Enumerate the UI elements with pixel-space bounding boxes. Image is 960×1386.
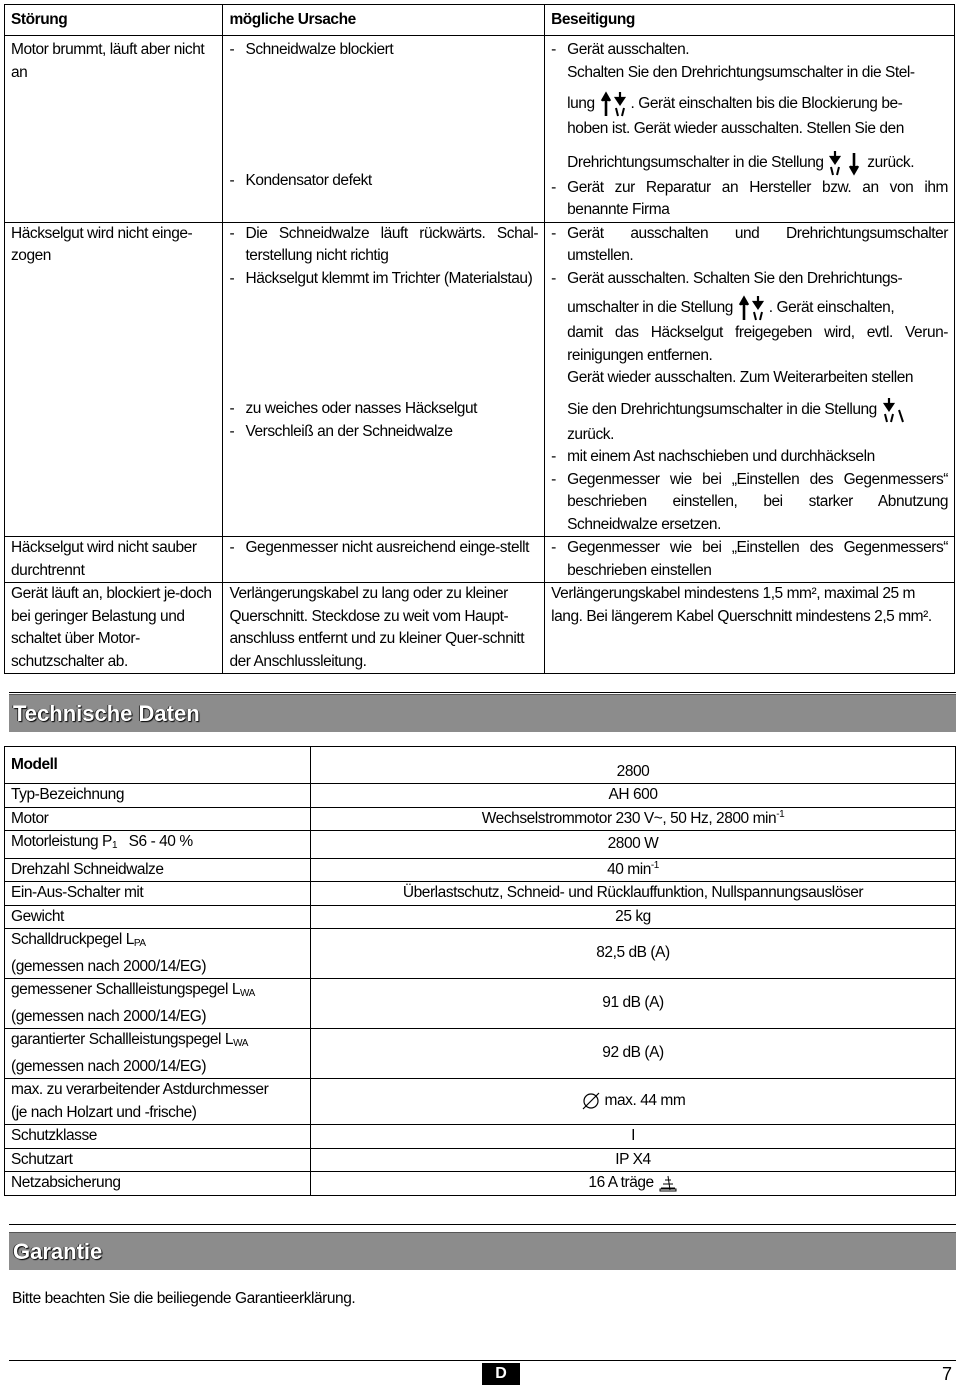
spec-value: IP X4 xyxy=(311,1148,956,1172)
table-row xyxy=(5,583,955,674)
spec-value: 91 dB (A) xyxy=(311,979,956,1029)
table-header-row xyxy=(5,5,955,36)
spec-label: max. zu verarbeitender Astdurchmesser (je nach Holzart und -frische) xyxy=(5,1079,311,1125)
table-row xyxy=(5,882,956,906)
warranty-note: Bitte beachten Sie die beiliegende Garantieerklärung. xyxy=(12,1290,356,1307)
spec-label: Typ-Bezeichnung xyxy=(5,784,311,808)
troubleshooting-table xyxy=(4,4,955,674)
spec-value: 92 dB (A) xyxy=(311,1029,956,1079)
table-row xyxy=(5,858,956,882)
cause-cell: Verlängerungskabel zu lang oder zu kleiner Querschnitt. Steckdose zu weit vom Haupt-anschluss entfernt und zu kleiner Quer-schnitt der Anschlussleitung. xyxy=(223,583,545,674)
table-row xyxy=(5,831,956,859)
spec-value: 16 A träge xyxy=(311,1172,956,1196)
spec-label: Motorleistung $P_1$ S6 - 40 % xyxy=(5,831,311,859)
table-row xyxy=(5,36,955,223)
spec-label: Ein-Aus-Schalter mit xyxy=(5,882,311,906)
spec-value: 40 $\min^{-1}$ xyxy=(311,858,956,882)
spec-value: 2800 xyxy=(311,747,956,784)
spec-label: Drehzahl Schneidwalze xyxy=(5,858,311,882)
column-header: Beseitigung xyxy=(545,5,955,36)
footer-divider xyxy=(9,1360,956,1361)
cause-cell: - Schneidwalze blockiert - Kondensator defekt xyxy=(223,36,545,223)
problem-cell: Motor brummt, läuft aber nicht an xyxy=(5,36,223,223)
divider xyxy=(9,692,956,693)
table-row xyxy=(5,537,955,583)
table-row xyxy=(5,905,956,929)
slow-blow-fuse-icon xyxy=(658,1174,678,1192)
table-row xyxy=(5,747,956,784)
spec-value: I xyxy=(311,1125,956,1149)
table-row xyxy=(5,1172,956,1196)
section-title: Technische Daten xyxy=(9,694,956,732)
diameter-icon xyxy=(581,1092,601,1110)
spec-label: Schutzart xyxy=(5,1148,311,1172)
table-row xyxy=(5,1079,956,1125)
spec-label: Schutzklasse xyxy=(5,1125,311,1149)
spec-value: Überlastschutz, Schneid- und Rücklauffunktion, Nullspannungsauslöser xyxy=(311,882,956,906)
cause-cell: - Gegenmesser nicht ausreichend einge-stellt xyxy=(223,537,545,583)
spec-label: Schalldruckpegel $L_{PA}$ (gemessen nach 2000/14/EG) xyxy=(5,929,311,979)
table-row xyxy=(5,807,956,831)
section-title: Garantie xyxy=(9,1232,956,1270)
table-row xyxy=(5,1148,956,1172)
spec-label: Motor xyxy=(5,807,311,831)
spec-label: Gewicht xyxy=(5,905,311,929)
spec-value: AH 600 xyxy=(311,784,956,808)
problem-cell: Häckselgut wird nicht sauber durchtrennt xyxy=(5,537,223,583)
technical-data-table xyxy=(4,746,956,1196)
table-row xyxy=(5,979,956,1029)
problem-cell: Gerät läuft an, blockiert je-doch bei geringer Belastung und schaltet über Motor-schutzschalter ab. xyxy=(5,583,223,674)
remedy-cell: - Gerät ausschalten. Schalten Sie den Drehrichtungsumschalter in die Stel- lung . Gerät einschalten bis die Blockierung be- hoben ist. Gerät wieder ausschalten. Stellen Sie den Drehrichtungsumschalter in die Stellung zurück. - Gerät zur Reparatur an Hersteller bzw. an von ihm benannte Firma xyxy=(545,36,955,223)
language-badge: D xyxy=(482,1363,520,1385)
spec-value: 25 kg xyxy=(311,905,956,929)
table-row xyxy=(5,784,956,808)
column-header: Störung xyxy=(5,5,223,36)
table-row xyxy=(5,1125,956,1149)
remedy-cell: - Gegenmesser wie bei „Einstellen des Gegenmessers“ beschrieben einstellen xyxy=(545,537,955,583)
spec-label: gemessener Schallleistungspegel $L_{WA}$ (gemessen nach 2000/14/EG) xyxy=(5,979,311,1029)
switch-position-forward-icon xyxy=(827,149,863,177)
spec-label: Modell xyxy=(5,747,311,784)
page-number: 7 xyxy=(941,1364,952,1384)
remedy-cell: Verlängerungskabel mindestens 1,5 mm², maximal 25 m lang. Bei längerem Kabel Querschnitt mindestens 2,5 mm². xyxy=(545,583,955,674)
spec-value: Wechselstrommotor 230 V~, 50 Hz, 2800 $\min^{-1}$ xyxy=(311,807,956,831)
switch-position-reverse-icon xyxy=(599,90,631,118)
spec-value: max. 44 mm xyxy=(311,1079,956,1125)
spec-value: 2800 W xyxy=(311,831,956,859)
spec-label: Netzabsicherung xyxy=(5,1172,311,1196)
table-row xyxy=(5,929,956,979)
remedy-cell: - Gerät ausschalten und Drehrichtungsumschalter umstellen. - Gerät ausschalten. Schalten Sie den Drehrichtungs- umschalter in die Stellung . Gerät einschalten, damit das Häckselgut freigegeben wird, evtl. Verun-reinigungen entfernen. Gerät wieder ausschalten. Zum Weiterarbeiten stellen Sie den Drehrichtungsumschalter in die Stellung zurück. - mit einem Ast nachschieben und durchhäckseln - Gegenmesser wie bei „Einstellen des Gegenmessers“ beschrieben einstellen, bei starker Abnutzung Schneidwalze ersetzen. xyxy=(545,222,955,537)
spec-label: garantierter Schallleistungspegel $L_{WA}$ (gemessen nach 2000/14/EG) xyxy=(5,1029,311,1079)
table-row xyxy=(5,1029,956,1079)
divider xyxy=(9,1224,956,1225)
spec-value: 82,5 dB (A) xyxy=(311,929,956,979)
column-header: mögliche Ursache xyxy=(223,5,545,36)
table-row xyxy=(5,222,955,537)
problem-cell: Häckselgut wird nicht einge-zogen xyxy=(5,222,223,537)
switch-position-reverse-icon xyxy=(737,294,769,322)
cause-cell: - Die Schneidwalze läuft rückwärts. Schal-terstellung nicht richtig - Häckselgut klemmt im Trichter (Materialstau) - zu weiches oder nasses Häckselgut - Verschleiß an der Schneidwalze xyxy=(223,222,545,537)
switch-position-forward-icon xyxy=(881,396,907,424)
